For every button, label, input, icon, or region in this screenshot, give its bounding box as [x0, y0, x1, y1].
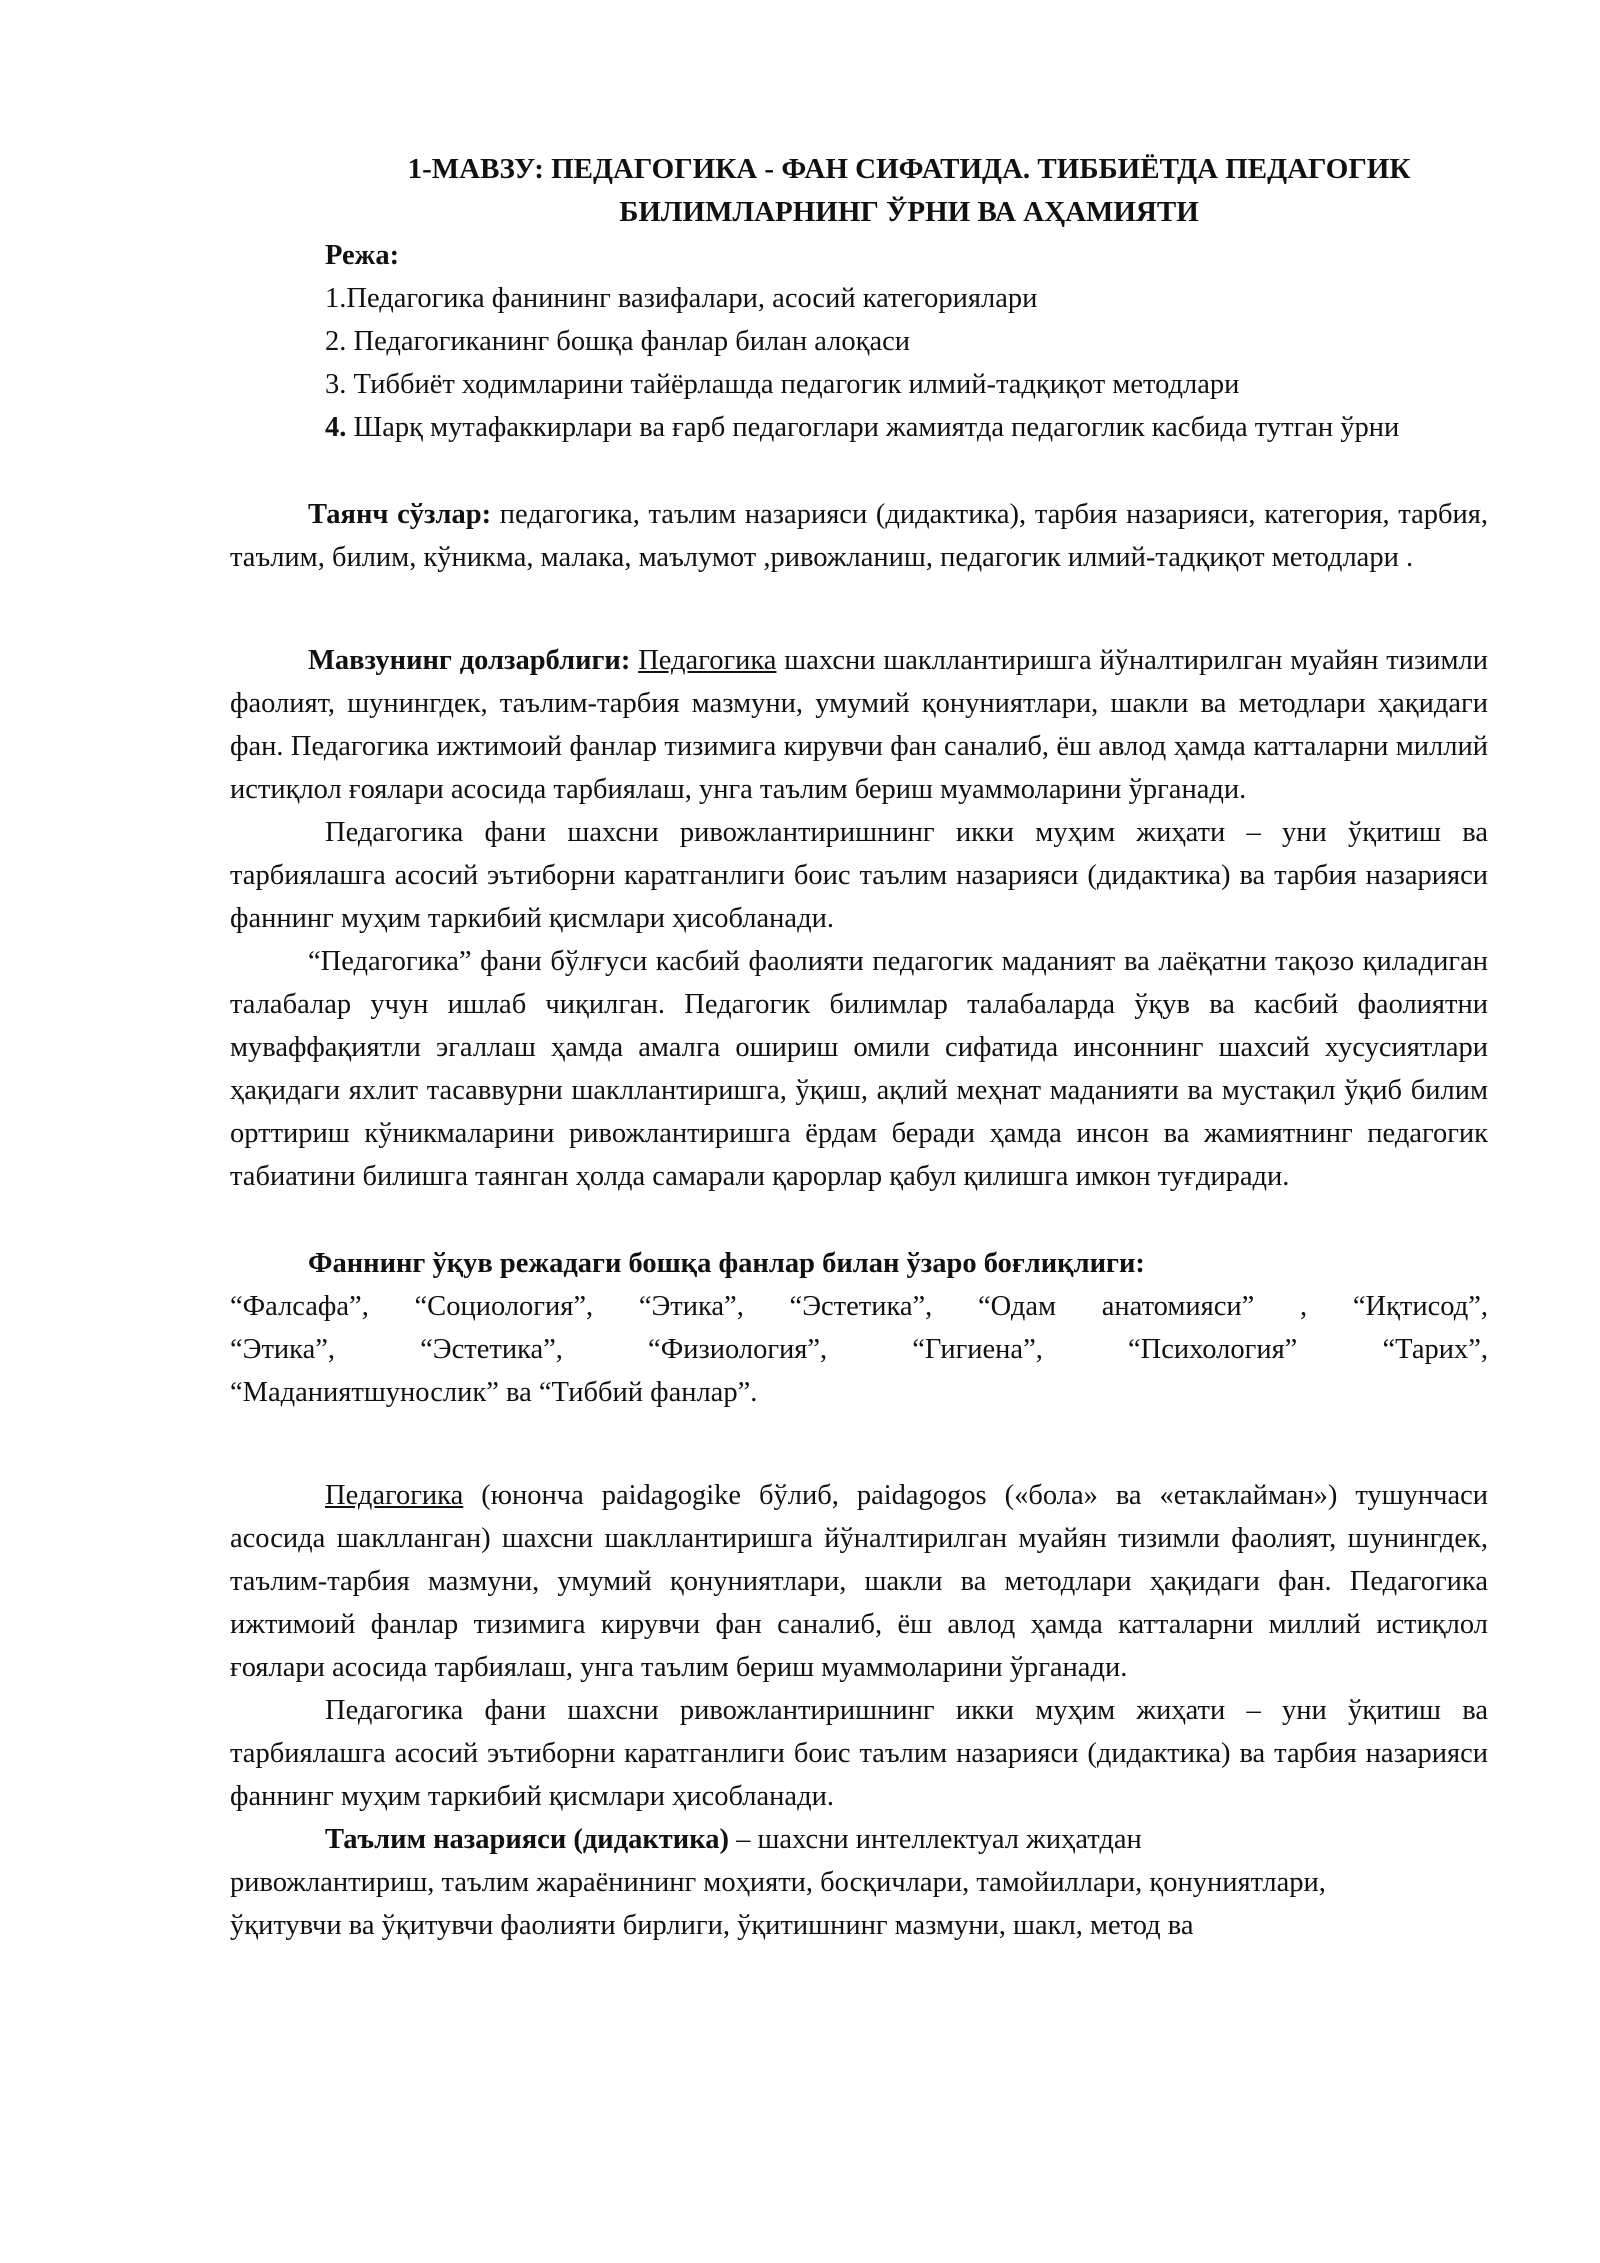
- links-heading: Фаннинг ўқув режадаги бошқа фанлар билан ўзаро боғлиқлиги:: [308, 1248, 1145, 1279]
- plan-section: [230, 234, 1488, 449]
- plan-item-1: 1.Педагогика фанининг вазифалари, асосий категориялари: [325, 283, 1038, 314]
- didactics-line-3: ўқитувчи ва ўқитувчи фаолияти бирлиги, ўқитишнинг мазмуни, шакл, метод ва: [230, 1910, 1194, 1941]
- relevance-text: шахсни шакллантиришга йўналтирилган муайян тизимли фаолият, шунингдек, таълим-тарбия мазмуни, умумий қонуниятлари, шакли ва методлари ҳақидаги фан. Педагогика ижтимоий фанлар тизимига кирувчи фан саналиб, ёш авлод ҳамда катталарни миллий истиқлол ғоялари асосида тарбиялаш, унга таълим бериш муаммоларини ўрганади.: [230, 645, 1488, 805]
- plan-item-2: 2. Педагогиканинг бошқа фанлар билан алоқаси: [325, 326, 911, 357]
- definition-paragraph: [230, 1474, 1488, 1689]
- keywords-text: педагогика, таълим назарияси (дидактика), тарбия назарияси, категория, тарбия, таълим, билим, кўникма, малака, маълумот ,ривожланиш, педагогик илмий-тадқиқот методлари .: [230, 499, 1488, 573]
- links-line-1: “Фалсафа”, “Социология”, “Этика”, “Эстетика”, “Одам анатомияси” , “Иқтисод”,: [230, 1291, 1488, 1322]
- plan-item-4-text: Шарқ мутафаккирлари ва ғарб педагоглари жамиятда педагоглик касбида тутган ўрни: [346, 412, 1400, 443]
- relevance-paragraph: [230, 639, 1488, 811]
- didactics-line-2: ривожлантириш, таълим жараёнининг моҳияти, босқичлари, тамойиллари, қонуниятлари,: [230, 1867, 1326, 1898]
- plan-item-4-number: 4.: [325, 412, 347, 443]
- relevance-label: Мавзунинг долзарблиги:: [308, 645, 631, 676]
- plan-item-3: 3. Тиббиёт ходимларини тайёрлашда педагогик илмий-тадқиқот методлари: [325, 369, 1240, 400]
- plan-item-4: [230, 406, 1488, 449]
- didactics-line-1-text: – шахсни интеллектуал жиҳатдан: [728, 1824, 1142, 1855]
- keywords-paragraph: [230, 493, 1488, 579]
- plan-heading: Режа:: [325, 240, 400, 271]
- didactics-label: Таълим назарияси (дидактика): [325, 1824, 729, 1855]
- keywords-label: Таянч сўзлар:: [308, 499, 492, 530]
- definition-term: Педагогика: [325, 1480, 464, 1511]
- relevance-paragraph-2: Педагогика фани шахсни ривожлантиришнинг икки муҳим жиҳати – уни ўқитиш ва тарбиялашга асосий эътиборни каратганлиги боис таълим назарияси (дидактика) ва тарбия назарияси фаннинг муҳим таркибий қисмлари ҳисобланади.: [230, 817, 1488, 934]
- definition-paragraph-2: Педагогика фани шахсни ривожлантиришнинг икки муҳим жиҳати – уни ўқитиш ва тарбиялашга асосий эътиборни каратганлиги боис таълим назарияси (дидактика) ва тарбия назарияси фаннинг муҳим таркибий қисмлари ҳисобланади.: [230, 1695, 1488, 1812]
- title-line-2: БИЛИМЛАРНИНГ ЎРНИ ВА АҲАМИЯТИ: [619, 196, 1199, 228]
- relevance-paragraph-3: “Педагогика” фани бўлғуси касбий фаолияти педагогик маданият ва лаёқатни тақозо қиладиган талабалар учун ишлаб чиқилган. Педагогик билимлар талабаларда ўқув ва касбий фаолиятни муваффақиятли эгаллаш ҳамда амалга ошириш омили сифатида инсоннинг шахсий хусусиятлари ҳақидаги яхлит тасаввурни шакллантиришга, ўқиш, ақлий меҳнат маданияти ва мустақил ўқиб билим орттириш кўникмаларини ривожлантиришга ёрдам беради ҳамда инсон ва жамиятнинг педагогик табиатини билишга таянган ҳолда самарали қарорлар қабул қилишга имкон туғдиради.: [230, 946, 1488, 1192]
- document-body: [230, 148, 1488, 1947]
- didactics-line-1: [230, 1818, 1488, 1861]
- title-line-1: 1-МАВЗУ: ПЕДАГОГИКА - ФАН СИФАТИДА. ТИББИЁТДА ПЕДАГОГИК: [407, 153, 1411, 185]
- relevance-term: Педагогика: [638, 645, 777, 676]
- links-line-3: “Маданиятшунослик” ва “Тиббий фанлар”.: [230, 1377, 758, 1408]
- definition-text: (юнонча paidagogike бўлиб, paidagogos («бола» ва «етаклайман») тушунчаси асосида шаклланган) шахсни шакллантиришга йўналтирилган муайян тизимли фаолият, шунингдек, таълим-тарбия мазмуни, умумий қонуниятлари, шакли ва методлари ҳақидаги фан. Педагогика ижтимоий фанлар тизимига кирувчи фан саналиб, ёш авлод ҳамда катталарни миллий истиқлол ғоялари асосида тарбиялаш, унга таълим бериш муаммоларини ўрганади.: [230, 1480, 1488, 1683]
- links-line-2: “Этика”, “Эстетика”, “Физиология”, “Гигиена”, “Психология” “Тарих”,: [230, 1334, 1488, 1365]
- page-title: [230, 148, 1488, 234]
